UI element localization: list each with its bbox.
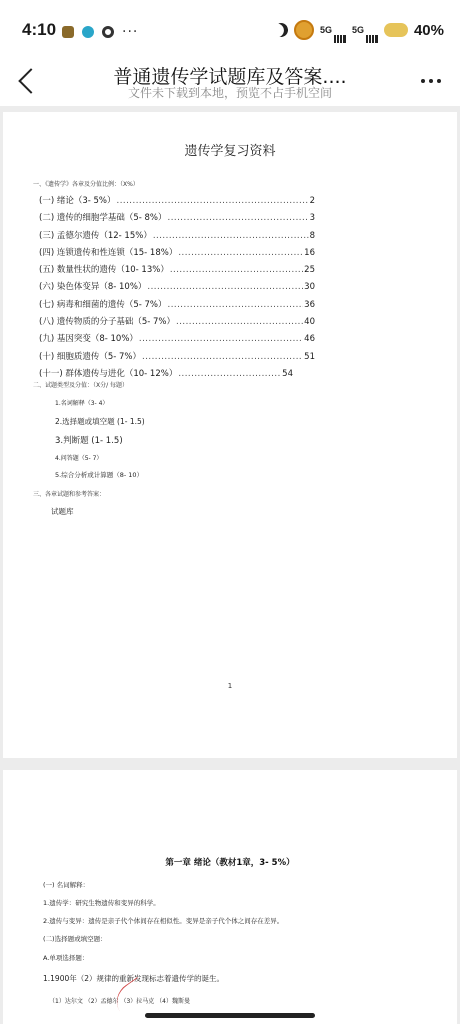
toc-row: (三) 孟德尔遗传（12- 15%） ..... 8	[39, 229, 315, 246]
document-title: 普通遗传学试题库及答案....	[113, 66, 347, 88]
question-type: 4.问答题（5- 7）	[55, 455, 103, 462]
moon-icon	[272, 21, 290, 39]
document-subtitle: 文件未下载到本地，预览不占手机空间	[127, 86, 332, 100]
more-icon[interactable]	[414, 64, 448, 98]
more-dots-icon: ···	[122, 24, 139, 40]
section-header: 一、《遗传学》各章及分值比例：（X%）	[33, 181, 139, 188]
battery-icon	[384, 23, 408, 37]
page-text-line: 1.1900年（2）规律的重新发现标志着遗传学的诞生。	[43, 974, 225, 983]
page-text-line: (一) 名词解释：	[43, 881, 90, 889]
page-text-line: 2.遗传与变异：遗传是亲子代个体间存在相似性。变异是亲子代个体之间存在差异。	[43, 917, 284, 925]
section-header: 三、各章试题和参考答案：	[33, 491, 106, 498]
battery-level: 40%	[413, 21, 444, 39]
page-number: 1	[227, 682, 233, 690]
toc-row: (八) 遗传物质的分子基础（5- 7%） ..... 40	[39, 315, 315, 332]
page-text-line: （1）达尔文 （2）孟德尔 （3）拉马克 （4）魏斯曼	[49, 998, 190, 1005]
toc-row: (六) 染色体变异（8- 10%） ..... 30	[39, 280, 315, 297]
back-arrow-icon[interactable]	[10, 64, 44, 98]
document-page-2[interactable]	[3, 770, 457, 1024]
page-text-line: (二)选择题或填空题：	[43, 935, 107, 943]
toc-row: (四) 连锁遗传和性连锁（15- 18%） ..... 16	[39, 246, 315, 263]
toc-row: (七) 病毒和细菌的遗传（5- 7%） ..... 36	[39, 298, 315, 315]
chapter-title: 第一章 绪论（教材1章，3- 5%）	[165, 858, 295, 868]
toc-row: (十一) 群体遗传与进化（10- 12%） ..... 54	[39, 367, 293, 384]
toc-row: (五) 数量性状的遗传（10- 13%） ..... 25	[39, 263, 315, 280]
nav-bar	[0, 62, 460, 106]
toc-row: (二) 遗传的细胞学基础（5- 8%） ..... 3	[39, 211, 315, 228]
page-text-line: A.单项选择题：	[43, 954, 89, 962]
toc-row: (一) 绪论（3- 5%） ..... 2	[39, 194, 315, 211]
question-type: 1.名词解释（3- 4）	[55, 400, 109, 407]
question-bank-label: 试题库	[51, 507, 74, 516]
app-notification-icon	[62, 26, 74, 38]
section-header: 二、试题类型及分值：（X分/ 每题）	[33, 382, 129, 389]
page-text-line: 1.遗传学：研究生物遗传和变异的科学。	[43, 899, 160, 907]
status-bar	[0, 0, 460, 62]
signal-icon: 5G	[320, 25, 346, 35]
home-indicator[interactable]	[145, 1013, 315, 1018]
question-type: 3.判断题 (1- 1.5)	[55, 436, 123, 446]
question-type: 5.综合分析或计算题（8- 10）	[55, 471, 144, 479]
signal-icon: 5G	[352, 25, 378, 35]
toc-row: (十) 细胞质遗传（5- 7%） ..... 51	[39, 350, 315, 367]
toc-row: (九) 基因突变（8- 10%） ..... 46	[39, 332, 315, 349]
status-time: 4:10	[22, 20, 57, 39]
avatar-icon	[294, 20, 314, 40]
document-page-1[interactable]	[3, 112, 457, 758]
browser-icon	[82, 26, 94, 38]
record-icon	[102, 26, 114, 38]
status-left-icons	[62, 24, 138, 40]
table-of-contents	[39, 194, 315, 384]
page-title: 遗传学复习资料	[184, 144, 276, 159]
status-right-icons	[274, 20, 444, 40]
question-type: 2.选择题或填空题 (1- 1.5)	[55, 417, 145, 426]
